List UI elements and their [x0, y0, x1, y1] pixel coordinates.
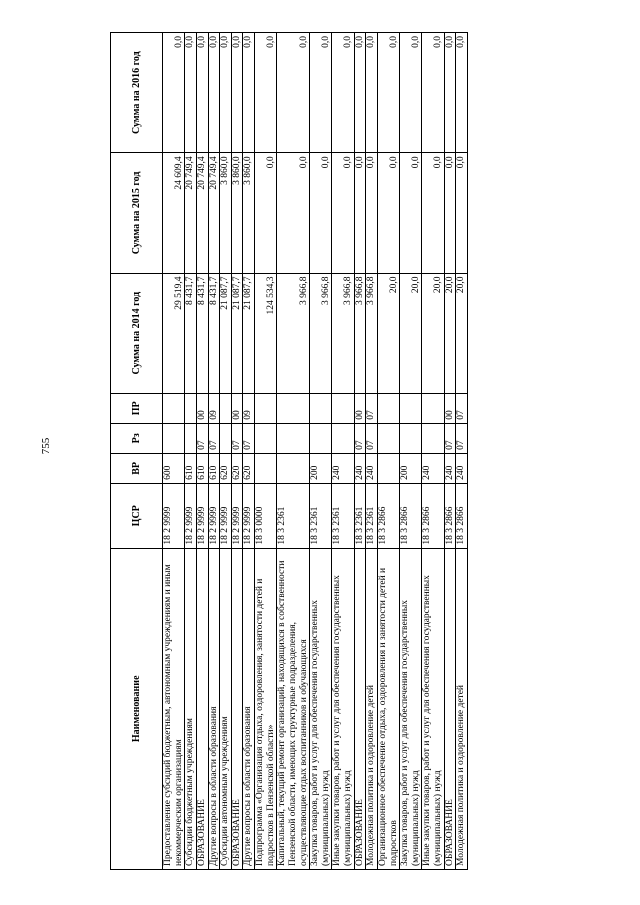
cell-2014: 21 087,7	[220, 273, 232, 393]
cell-name: ОБРАЗОВАНИЕ	[354, 548, 366, 869]
cell-2015: 0,0	[422, 153, 444, 273]
cell-rz	[163, 423, 185, 453]
cell-pr: 09	[208, 393, 220, 423]
cell-pr	[220, 393, 232, 423]
table-row	[456, 33, 468, 870]
table-header-row	[111, 33, 163, 870]
cell-pr: 00	[354, 393, 366, 423]
cell-pr: 00	[196, 393, 208, 423]
cell-2014: 20,0	[444, 273, 456, 393]
cell-csr: 18 2 9999	[220, 483, 232, 548]
cell-2016: 0,0	[255, 33, 277, 153]
cell-rz	[277, 423, 310, 453]
header-2016: Сумма на 2016 год	[111, 33, 163, 153]
cell-csr: 18 3 2361	[277, 483, 310, 548]
cell-rz	[377, 423, 399, 453]
cell-2016: 0,0	[220, 33, 232, 153]
page-number: 755	[40, 437, 52, 455]
cell-csr: 18 3 2361	[354, 483, 366, 548]
table-row	[220, 33, 232, 870]
cell-name: Иные закупки товаров, работ и услуг для обеспечения государственных (муниципальных) нужд	[422, 548, 444, 869]
cell-2016: 0,0	[231, 33, 243, 153]
cell-2014: 124 534,3	[255, 273, 277, 393]
cell-2015: 20 749,4	[196, 153, 208, 273]
cell-2014: 8 431,7	[208, 273, 220, 393]
cell-2016: 0,0	[208, 33, 220, 153]
cell-2015: 24 609,4	[163, 153, 185, 273]
cell-2016: 0,0	[196, 33, 208, 153]
table-row	[354, 33, 366, 870]
cell-2015: 20 749,4	[208, 153, 220, 273]
cell-vr: 240	[444, 453, 456, 483]
cell-name: Подпрограмма «Организация отдыха, оздоровления, занятости детей и подростков в Пензенской области»	[255, 548, 277, 869]
cell-pr	[400, 393, 422, 423]
cell-name: Другие вопросы в области образования	[243, 548, 255, 869]
cell-2016: 0,0	[456, 33, 468, 153]
cell-2016: 0,0	[243, 33, 255, 153]
header-rz: Рз	[111, 423, 163, 453]
cell-csr: 18 2 9999	[185, 483, 197, 548]
cell-2014: 3 966,8	[354, 273, 366, 393]
cell-csr: 18 3 2866	[377, 483, 399, 548]
cell-rz	[220, 423, 232, 453]
cell-vr: 610	[185, 453, 197, 483]
cell-2015: 20 749,4	[185, 153, 197, 273]
cell-vr: 240	[456, 453, 468, 483]
cell-csr: 18 3 2866	[422, 483, 444, 548]
cell-csr: 18 3 2866	[444, 483, 456, 548]
cell-rz: 07	[444, 423, 456, 453]
cell-name: Другие вопросы в области образования	[208, 548, 220, 869]
cell-2016: 0,0	[163, 33, 185, 153]
table-row	[208, 33, 220, 870]
cell-2016: 0,0	[377, 33, 399, 153]
cell-pr: 07	[366, 393, 378, 423]
cell-rz	[422, 423, 444, 453]
cell-name: Организационное обеспечение отдыха, оздоровления и занятости детей и подростков	[377, 548, 399, 869]
cell-2014: 20,0	[377, 273, 399, 393]
table-row	[243, 33, 255, 870]
cell-pr	[255, 393, 277, 423]
budget-table	[110, 32, 468, 870]
cell-csr: 18 3 2866	[456, 483, 468, 548]
cell-vr: 240	[422, 453, 444, 483]
cell-2015: 3 860,0	[220, 153, 232, 273]
cell-csr: 18 2 9999	[208, 483, 220, 548]
table-row	[366, 33, 378, 870]
cell-rz: 07	[366, 423, 378, 453]
cell-2015: 0,0	[277, 153, 310, 273]
table-row	[277, 33, 310, 870]
cell-2015: 0,0	[444, 153, 456, 273]
table-row	[310, 33, 332, 870]
cell-2016: 0,0	[444, 33, 456, 153]
cell-rz: 07	[456, 423, 468, 453]
cell-vr: 620	[243, 453, 255, 483]
cell-name: Субсидии автономным учреждениям	[220, 548, 232, 869]
table-row	[422, 33, 444, 870]
cell-2015: 0,0	[377, 153, 399, 273]
cell-vr: 240	[366, 453, 378, 483]
cell-2016: 0,0	[354, 33, 366, 153]
cell-pr	[277, 393, 310, 423]
cell-name: Иные закупки товаров, работ и услуг для обеспечения государственных (муниципальных) нужд	[332, 548, 354, 869]
cell-2015: 0,0	[366, 153, 378, 273]
cell-name: Молодежная политика и оздоровление детей	[456, 548, 468, 869]
cell-2014: 20,0	[400, 273, 422, 393]
rotated-page-content	[110, 32, 530, 870]
cell-csr: 18 3 2361	[366, 483, 378, 548]
header-name: Наименование	[111, 548, 163, 869]
header-vr: ВР	[111, 453, 163, 483]
cell-vr	[277, 453, 310, 483]
cell-2015: 0,0	[354, 153, 366, 273]
cell-pr	[163, 393, 185, 423]
cell-pr: 09	[243, 393, 255, 423]
cell-rz	[255, 423, 277, 453]
cell-name: Капитальный, текущий ремонт организаций, находящихся в собственности Пензенской области, имеющих структурные подразделения, осуществляющие отдых воспитанников и обучающихся	[277, 548, 310, 869]
cell-2014: 3 966,8	[332, 273, 354, 393]
cell-2016: 0,0	[310, 33, 332, 153]
cell-2016: 0,0	[332, 33, 354, 153]
cell-2014: 20,0	[456, 273, 468, 393]
cell-2016: 0,0	[366, 33, 378, 153]
cell-2014: 21 087,7	[243, 273, 255, 393]
cell-2015: 0,0	[255, 153, 277, 273]
table-row	[400, 33, 422, 870]
cell-csr: 18 2 9999	[163, 483, 185, 548]
cell-rz: 07	[208, 423, 220, 453]
cell-pr: 00	[231, 393, 243, 423]
table-row	[377, 33, 399, 870]
cell-2015: 3 860,0	[243, 153, 255, 273]
header-pr: ПР	[111, 393, 163, 423]
cell-2015: 0,0	[310, 153, 332, 273]
cell-pr	[185, 393, 197, 423]
cell-vr: 610	[196, 453, 208, 483]
budget-table-container	[110, 32, 530, 870]
header-csr: ЦСР	[111, 483, 163, 548]
header-2014: Сумма на 2014 год	[111, 273, 163, 393]
table-row	[255, 33, 277, 870]
cell-2015: 0,0	[400, 153, 422, 273]
cell-name: Субсидии бюджетным учреждениям	[185, 548, 197, 869]
cell-name: Закупка товаров, работ и услуг для обеспечения государственных (муниципальных) нужд	[310, 548, 332, 869]
cell-2014: 3 966,8	[366, 273, 378, 393]
cell-2015: 3 860,0	[231, 153, 243, 273]
cell-2014: 3 966,8	[277, 273, 310, 393]
cell-2014: 29 519,4	[163, 273, 185, 393]
cell-name: ОБРАЗОВАНИЕ	[231, 548, 243, 869]
table-row	[196, 33, 208, 870]
cell-csr: 18 3 0000	[255, 483, 277, 548]
cell-rz	[310, 423, 332, 453]
cell-vr: 600	[163, 453, 185, 483]
cell-csr: 18 3 2866	[400, 483, 422, 548]
cell-rz	[185, 423, 197, 453]
cell-2015: 0,0	[332, 153, 354, 273]
cell-rz	[332, 423, 354, 453]
cell-2016: 0,0	[422, 33, 444, 153]
table-row	[332, 33, 354, 870]
cell-vr: 240	[332, 453, 354, 483]
cell-pr	[422, 393, 444, 423]
cell-csr: 18 3 2361	[310, 483, 332, 548]
cell-rz: 07	[243, 423, 255, 453]
cell-vr: 240	[354, 453, 366, 483]
cell-name: Молодежная политика и оздоровление детей	[366, 548, 378, 869]
cell-pr: 00	[444, 393, 456, 423]
cell-pr	[310, 393, 332, 423]
cell-2014: 8 431,7	[185, 273, 197, 393]
table-row	[231, 33, 243, 870]
table-row	[163, 33, 185, 870]
cell-csr: 18 2 9999	[243, 483, 255, 548]
cell-csr: 18 3 2361	[332, 483, 354, 548]
cell-pr	[332, 393, 354, 423]
cell-2014: 21 087,7	[231, 273, 243, 393]
cell-rz: 07	[354, 423, 366, 453]
cell-2016: 0,0	[400, 33, 422, 153]
table-row	[444, 33, 456, 870]
cell-csr: 18 2 9999	[196, 483, 208, 548]
cell-2016: 0,0	[277, 33, 310, 153]
cell-vr: 620	[231, 453, 243, 483]
cell-pr	[377, 393, 399, 423]
cell-vr: 620	[220, 453, 232, 483]
cell-name: ОБРАЗОВАНИЕ	[196, 548, 208, 869]
cell-vr: 200	[400, 453, 422, 483]
cell-name: Предоставление субсидий бюджетным, автономным учреждениям и иным некоммерческим организациям	[163, 548, 185, 869]
cell-2014: 8 431,7	[196, 273, 208, 393]
cell-name: ОБРАЗОВАНИЕ	[444, 548, 456, 869]
cell-pr: 07	[456, 393, 468, 423]
cell-2014: 20,0	[422, 273, 444, 393]
cell-vr	[255, 453, 277, 483]
cell-vr: 200	[310, 453, 332, 483]
table-row	[185, 33, 197, 870]
cell-csr: 18 2 9999	[231, 483, 243, 548]
cell-vr: 610	[208, 453, 220, 483]
cell-rz: 07	[231, 423, 243, 453]
cell-vr	[377, 453, 399, 483]
cell-name: Закупка товаров, работ и услуг для обеспечения государственных (муниципальных) нужд	[400, 548, 422, 869]
cell-rz	[400, 423, 422, 453]
cell-2014: 3 966,8	[310, 273, 332, 393]
cell-rz: 07	[196, 423, 208, 453]
cell-2015: 0,0	[456, 153, 468, 273]
header-2015: Сумма на 2015 год	[111, 153, 163, 273]
cell-2016: 0,0	[185, 33, 197, 153]
